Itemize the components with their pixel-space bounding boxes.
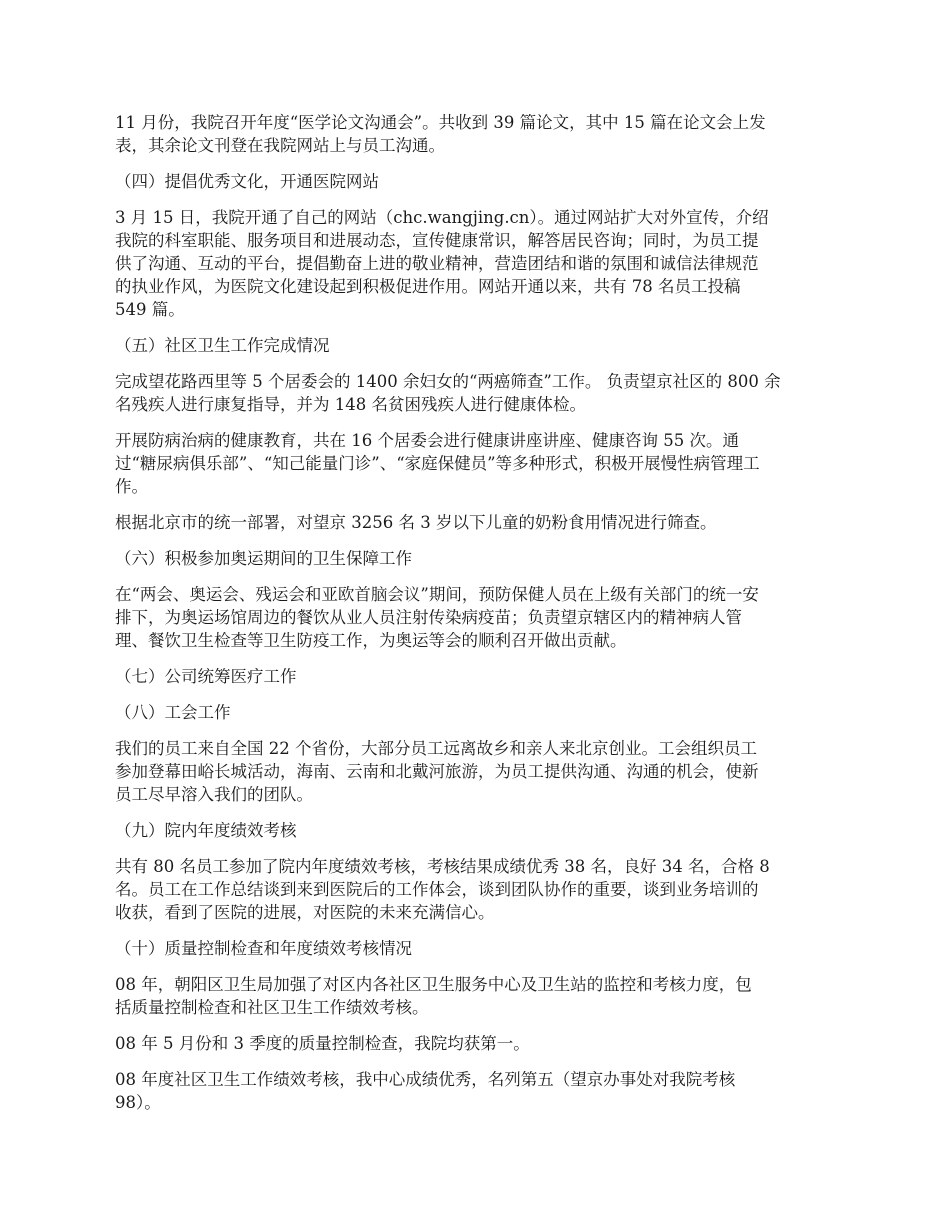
- paragraph-olympics: 在“两会、奥运会、残运会和亚欧首脑会议”期间，预防保健人员在上级有关部门的统一安 排下，为奥运场馆周边的餐饮从业人员注射传染病疫苗；负责望京辖区内的精神病人管 理、餐饮卫生检查等卫生防疫工作，为奥运等会的顺利召开做出贡献。: [115, 585, 759, 650]
- paragraph-screening: 完成望花路西里等 5 个居委会的 1400 余妇女的“两癌筛查”工作。 负责望京社区的 800 余 名残疾人进行康复指导，并为 148 名贫困残疾人进行健康体检。: [115, 372, 781, 414]
- section-heading-olympics: （六）积极参加奥运期间的卫生保障工作: [115, 549, 412, 568]
- section-heading-community-health: （五）社区卫生工作完成情况: [115, 336, 330, 355]
- paragraph-union: 我们的员工来自全国 22 个省份，大部分员工远离故乡和亲人来北京创业。工会组织员工 参加登幕田峪长城活动，海南、云南和北戴河旅游，为员工提供沟通、沟通的机会，使新 员工尽早溶入我们的团队。: [115, 739, 759, 804]
- section-heading-union: （八）工会工作: [115, 703, 231, 722]
- paragraph-ranking: 08 年度社区卫生工作绩效考核，我中心成绩优秀，名列第五（望京办事处对我院考核 98）。: [115, 1070, 736, 1112]
- section-heading-quality-control: （十）质量控制检查和年度绩效考核情况: [115, 939, 412, 958]
- section-heading-website: （四）提倡优秀文化，开通医院网站: [115, 172, 379, 191]
- paragraph-milk-powder: 根据北京市的统一部署，对望京 3256 名 3 岁以下儿童的奶粉食用情况进行筛查。: [115, 513, 717, 532]
- paragraph-health-education: 开展防病治病的健康教育，共在 16 个居委会进行健康讲座讲座、健康咨询 55 次。通 过“糖尿病俱乐部”、“知己能量门诊”、“家庭保健员”等多种形式，积极开展慢性病管理工 作。: [115, 431, 760, 496]
- paragraph-quality-control: 08 年，朝阳区卫生局加强了对区内各社区卫生服务中心及卫生站的监控和考核力度，包 括质量控制检查和社区卫生工作绩效考核。: [115, 975, 752, 1017]
- paragraph-website: 3 月 15 日，我院开通了自己的网站（chc.wangjing.cn）。通过网站扩大对外宣传，介绍 我院的科室职能、服务项目和进展动态，宣传健康常识，解答居民咨询；同时，为员工提 供了沟通、互动的平台，提倡勤奋上进的敬业精神，营造团结和谐的氛围和诚信法律规范 的执业作风，为医院文化建设起到积极促进作用。网站开通以来，共有 78 名员工投稿 549 篇。: [115, 208, 769, 319]
- paragraph-performance: 共有 80 名员工参加了院内年度绩效考核，考核结果成绩优秀 38 名，良好 34 名，合格 8 名。员工在工作总结谈到来到医院后的工作体会，谈到团队协作的重要，谈到业务培训的 收获，看到了医院的进展，对医院的未来充满信心。: [115, 857, 770, 922]
- paragraph-paper-forum: 11 月份，我院召开年度“医学论文沟通会”。共收到 39 篇论文，其中 15 篇在论文会上发 表，其余论文刊登在我院网站上与员工沟通。: [115, 113, 766, 155]
- section-heading-medical-coordination: （七）公司统筹医疗工作: [115, 667, 297, 686]
- paragraph-quality-result: 08 年 5 月份和 3 季度的质量控制检查，我院均获第一。: [115, 1034, 530, 1053]
- section-heading-performance: （九）院内年度绩效考核: [115, 821, 297, 840]
- document-page: [115, 111, 843, 1127]
